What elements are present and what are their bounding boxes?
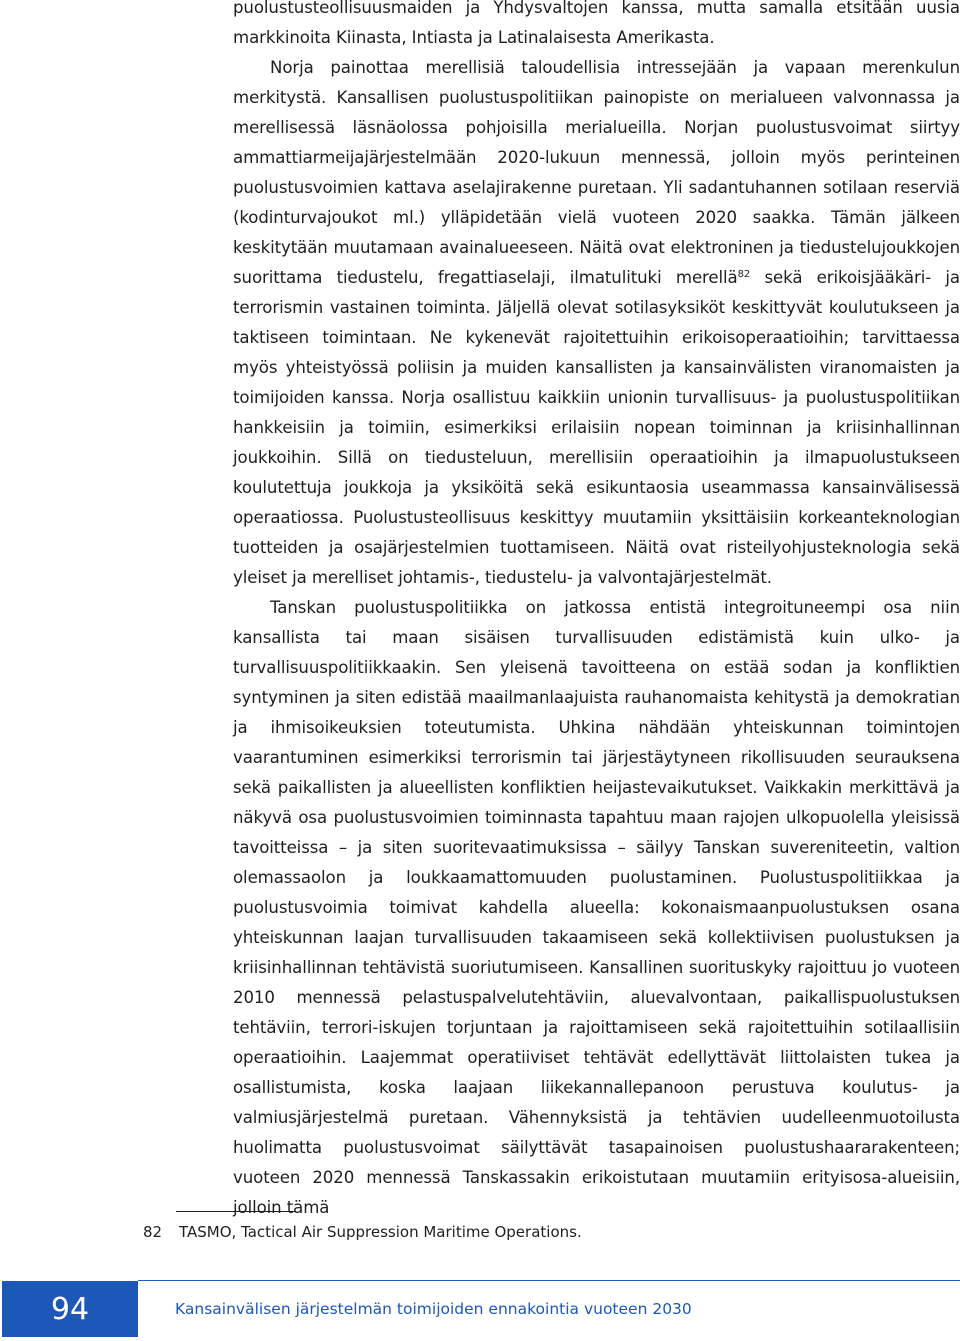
page-number-box	[2, 1281, 138, 1337]
footer-rule	[138, 1280, 960, 1281]
footnote-text: TASMO, Tactical Air Suppression Maritime Operations.	[179, 1223, 582, 1241]
paragraph-1: puolustusteollisuusmaiden ja Yhdysvaltojen kanssa, mutta samalla etsitään uusia markkinoita Kiinasta, Intiasta ja Latinalaisesta Amerikasta.	[233, 0, 960, 47]
footnote-separator	[176, 1211, 296, 1212]
paragraph-2-part-2: sekä erikoisjääkäri- ja terrorismin vastainen toiminta. Jäljellä olevat sotilasyksiköt keskittyvät koulutukseen ja taktiseen toimintaan. Ne kykenevät rajoitettuihin erikoisoperaatioihin; tarvittaessa myös yhteistyössä poliisin ja muiden kansallisten ja kansainvälisten viranomaisten ja toimijoiden kanssa. Norja osallistuu kaikkiin unionin turvallisuus- ja puolustuspolitiikan hankkeisiin ja toimiin, esimerkiksi erilaisiin nopean toiminnan ja kriisinhallinnan joukkoihin. Sillä on tiedusteluun, merellisiin operaatioihin ja ilmapuolustukseen koulutettuja joukkoja ja yksiköitä sekä esikuntaosia useammassa kansainvälisessä operaatiossa. Puolustusteollisuus keskittyy muutamiin yksittäisiin korkeanteknologian tuotteiden ja osajärjestelmien tuottamiseen. Näitä ovat risteilyohjusteknologia sekä yleiset ja merelliset johtamis-, tiedustelu- ja valvontajärjestelmät.	[233, 268, 960, 587]
footnote-number: 82	[143, 1223, 163, 1241]
main-body-text	[233, 0, 960, 1223]
footnote-reference[interactable]: 82	[737, 269, 751, 280]
footer-publication-title: Kansainvälisen järjestelmän toimijoiden ennakointia vuoteen 2030	[175, 1300, 692, 1318]
footnote	[143, 1221, 582, 1243]
paragraph-3: Tanskan puolustuspolitiikka on jatkossa entistä integroituneempi osa niin kansallista tai maan sisäisen turvallisuuden edistämistä kuin ulko- ja turvallisuuspolitiikkaakin. Sen yleisenä tavoitteena on estää sodan ja konfliktien syntyminen ja siten edistää maailmanlaajuista rauhanomaista kehitystä ja demokratian ja ihmisoikeuksien toteutumista. Uhkina nähdään yhteiskunnan toimintojen vaarantuminen esimerkiksi terrorismin tai järjestäytyneen rikollisuuden seurauksena sekä paikallisten ja alueellisten konfliktien heijastevaikutukset. Vaikkakin merkittävä ja näkyvä osa puolustusvoimien toiminnasta tapahtuu maan rajojen ulkopuolella yleisissä tavoitteissa – ja siten suoritevaatimuksissa – säilyy Tanskan suvereniteetin, valtion olemassaolon ja loukkaamattomuuden puolustaminen. Puolustuspolitiikkaa ja puolustusvoimia toimivat kahdella alueella: kokonaismaanpuolustuksen osana yhteiskunnan laajan turvallisuuden takaamiseen sekä kollektiivisen puolustuksen ja kriisinhallinnan tehtävistä suoriutumiseen. Kansallinen suorituskyky rajoittuu jo vuoteen 2010 mennessä pelastuspalvelutehtäviin, aluevalvontaan, paikallispuolustuksen tehtäviin, terrori-iskujen torjuntaan ja rajoittamiseen sekä rajoitettuihin sotilaallisiin operaatioihin. Laajemmat operatiiviset tehtävät edellyttävät liittolaisten tukea ja osallistumista, koska laajaan liikekannallepanoon perustuva koulutus- ja valmiusjärjestelmä puretaan. Vähennyksistä ja tehtävien uudelleenmuotoilusta huolimatta puolustusvoimat säilyttävät tasapainoisen puolustushaararakenteen; vuoteen 2020 mennessä Tanskassakin erikoistutaan muutamiin erityisosa-alueisiin, jolloin tämä	[233, 598, 960, 1217]
paragraph-2	[233, 53, 960, 593]
paragraph-2-part-1: Norja painottaa merellisiä taloudellisia intressejään ja vapaan merenkulun merkitystä. Kansallisen puolustuspolitiikan painopiste on merialueen valvonnassa ja merellisessä läsnäolossa pohjoisilla merialueilla. Norjan puolustusvoimat siirtyy ammattiarmeijajärjestelmään 2020-lukuun mennessä, jolloin myös perinteinen puolustusvoimien kattava aselajirakenne puretaan. Yli sadantuhannen sotilaan reserviä (kodinturvajoukot ml.) ylläpidetään vielä vuoteen 2020 saakka. Tämän jälkeen keskitytään muutamaan avainalueeseen. Näitä ovat elektroninen ja tiedustelujoukkojen suorittama tiedustelu, fregattiaselaji, ilmatulituki merellä	[233, 58, 960, 287]
page-number: 94	[50, 1291, 90, 1327]
